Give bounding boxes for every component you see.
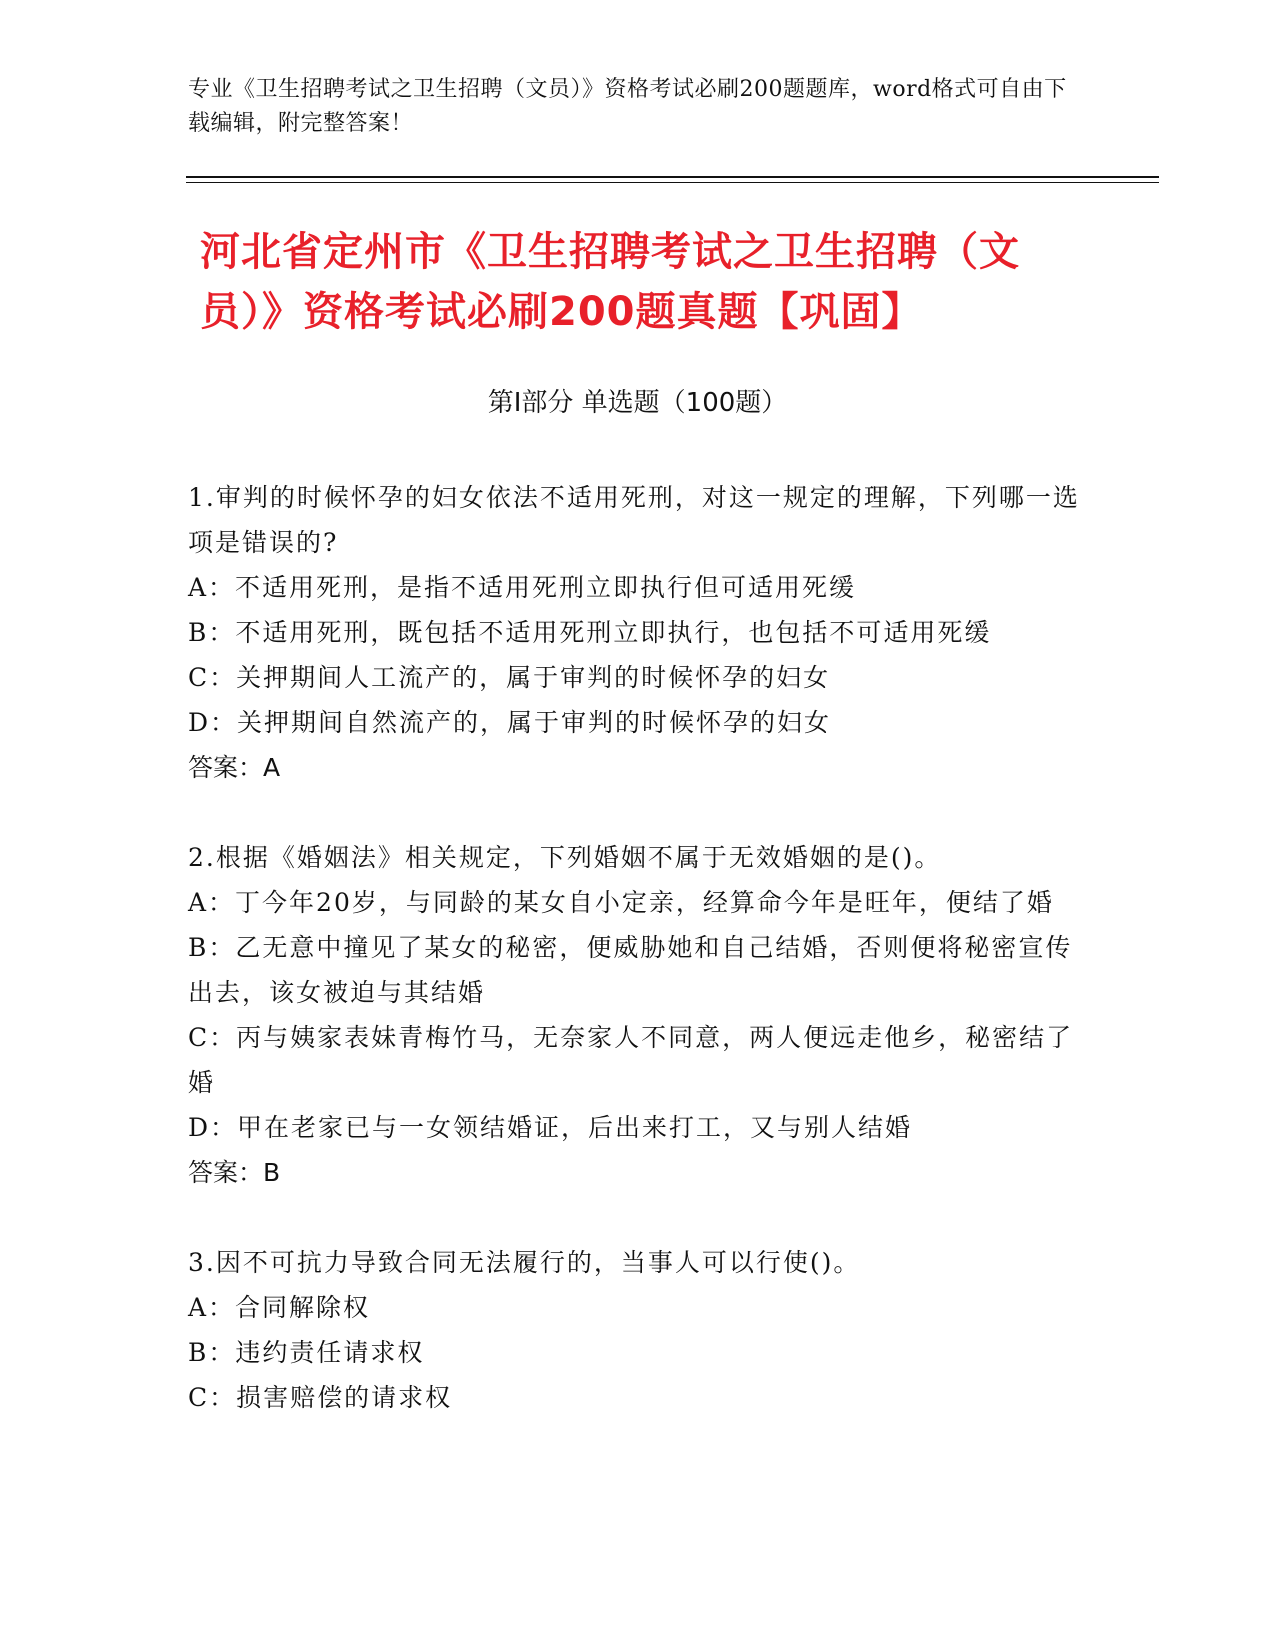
question-2	[188, 835, 1088, 1195]
option-d: D：甲在老家已与一女领结婚证，后出来打工，又与别人结婚	[188, 1113, 913, 1142]
question-3	[188, 1240, 1088, 1420]
header-note: 专业《卫生招聘考试之卫生招聘（文员）》资格考试必刷200题题库，word格式可自由下载编辑，附完整答案！	[188, 77, 1067, 136]
question-list	[188, 475, 1088, 1465]
question-stem: 1.审判的时候怀孕的妇女依法不适用死刑，对这一规定的理解，下列哪一选项是错误的?	[188, 483, 1080, 557]
answer: 答案：B	[188, 1158, 281, 1187]
document-title: 河北省定州市《卫生招聘考试之卫生招聘（文员）》资格考试必刷200题真题【巩固】	[200, 229, 1020, 335]
answer: 答案：A	[188, 753, 281, 782]
option-d: D：关押期间自然流产的，属于审判的时候怀孕的妇女	[188, 708, 832, 737]
option-c: C：丙与姨家表妹青梅竹马，无奈家人不同意，两人便远走他乡，秘密结了婚	[188, 1023, 1074, 1097]
header-divider-thick	[186, 176, 1159, 178]
option-c: C：损害赔偿的请求权	[188, 1383, 453, 1412]
question-stem: 2.根据《婚姻法》相关规定，下列婚姻不属于无效婚姻的是()。	[188, 843, 942, 872]
section-title: 第I部分 单选题（100题）	[487, 388, 788, 418]
question-stem: 3.因不可抗力导致合同无法履行的，当事人可以行使()。	[188, 1248, 861, 1277]
header-divider-thin	[186, 182, 1159, 183]
option-b: B：违约责任请求权	[188, 1338, 425, 1367]
option-a: A：合同解除权	[188, 1293, 371, 1322]
question-1	[188, 475, 1088, 790]
option-a: A：不适用死刑，是指不适用死刑立即执行但可适用死缓	[188, 573, 857, 602]
option-a: A：丁今年20岁，与同龄的某女自小定亲，经算命今年是旺年，便结了婚	[188, 888, 1054, 917]
option-c: C：关押期间人工流产的，属于审判的时候怀孕的妇女	[188, 663, 831, 692]
option-b: B：乙无意中撞见了某女的秘密，便威胁她和自己结婚，否则便将秘密宣传出去，该女被迫与其结婚	[188, 933, 1073, 1007]
option-b: B：不适用死刑，既包括不适用死刑立即执行，也包括不可适用死缓	[188, 618, 992, 647]
